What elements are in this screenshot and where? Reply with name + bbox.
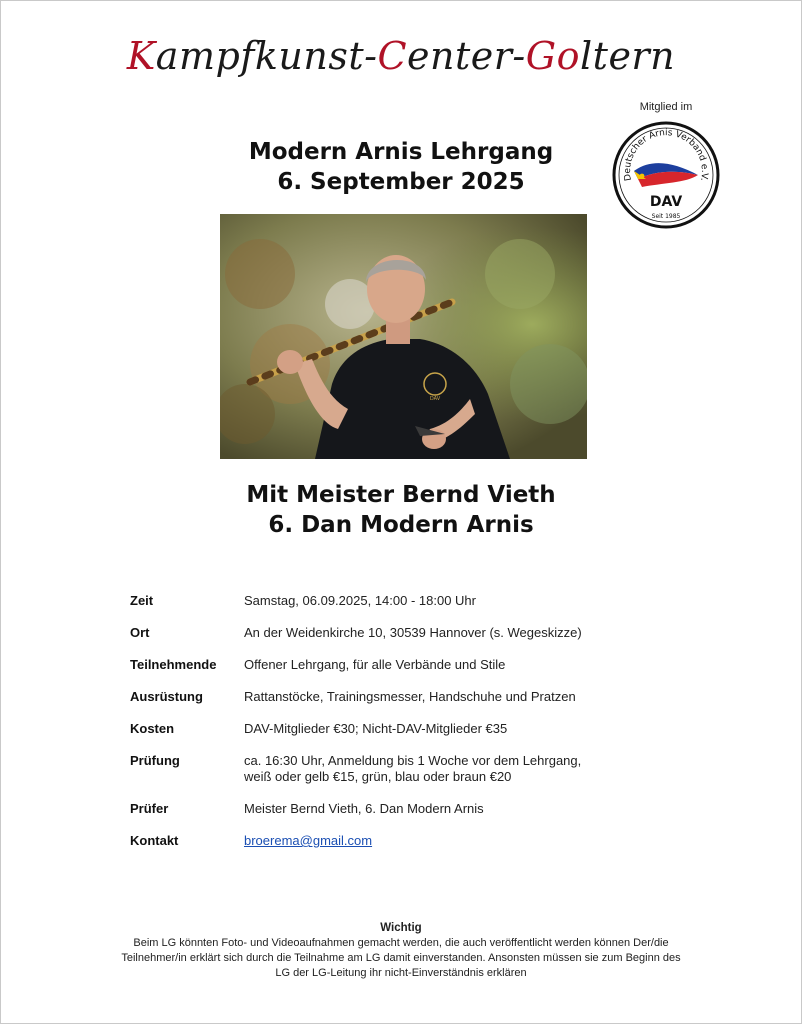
detail-value-line: Samstag, 06.09.2025, 14:00 - 18:00 Uhr [244,593,476,608]
logo-title-part: ltern [580,34,676,78]
detail-value [244,689,576,705]
detail-label: Ort [130,625,150,640]
notice-section [0,921,802,981]
instructor-name: Mit Meister Bernd Vieth [246,482,556,508]
detail-value [244,593,476,609]
instructor-heading [0,480,802,540]
detail-label: Kontakt [130,833,179,848]
event-heading [0,137,802,197]
notice-line: Beim LG könnten Foto- und Videoaufnahmen gemacht werden, die auch veröffentlicht werden können Der/die [133,937,669,949]
detail-label: Teilnehmende [130,657,217,672]
logo-title-part: enter- [407,34,526,78]
detail-label: Kosten [130,721,175,736]
event-title: Modern Arnis Lehrgang [248,139,554,165]
badge-abbr: DAV [649,194,683,210]
detail-value-line: An der Weidenkirche 10, 30539 Hannover (s. Wegeskizze) [244,625,582,640]
notice-line: LG der LG-Leitung ihr nicht-Einverständnis erklären [275,967,527,979]
detail-value [244,801,484,817]
detail-value [244,657,505,673]
instructor-rank: 6. Dan Modern Arnis [268,512,534,538]
detail-value [244,753,581,785]
detail-label: Zeit [130,593,154,608]
svg-text:DAV: DAV [429,396,441,402]
badge-since: Seit 1985 [651,213,681,220]
logo-title-part: K [126,34,156,78]
membership-label: Mitglied im [639,101,693,113]
logo-title-part: ampfkunst- [155,34,378,78]
logo-title-part: C [377,34,408,78]
logo-title-part: Go [525,34,581,78]
detail-value-line: ca. 16:30 Uhr, Anmeldung bis 1 Woche vor dem Lehrgang, [244,753,582,768]
detail-value-line: Offener Lehrgang, für alle Verbände und Stile [244,657,506,672]
notice-line: Teilnehmer/in erklärt sich durch die Teilnahme am LG damit einverstanden. Ansonsten müssen sie zum Beginn des [121,952,681,964]
badge-ring-text: Deutscher Arnis Verband e.V. [622,128,710,182]
detail-value-line: Meister Bernd Vieth, 6. Dan Modern Arnis [244,801,484,816]
notice-title: Wichtig [380,922,422,934]
detail-label: Prüfung [130,753,180,768]
club-logo-title [0,34,802,78]
event-date: 6. September 2025 [277,169,525,195]
contact-email-link[interactable]: broerema@gmail.com [244,833,373,848]
detail-value-line: weiß oder gelb €15, grün, blau oder braun €20 [244,769,512,784]
detail-value [244,833,372,849]
detail-value [244,625,582,641]
detail-value [244,721,507,737]
detail-label: Prüfer [130,801,169,816]
detail-value-line: DAV-Mitglieder €30; Nicht-DAV-Mitglieder €35 [244,721,508,736]
detail-label: Ausrüstung [130,689,203,704]
detail-value-line: Rattanstöcke, Trainingsmesser, Handschuhe und Pratzen [244,689,576,704]
instructor-photo [220,214,587,459]
